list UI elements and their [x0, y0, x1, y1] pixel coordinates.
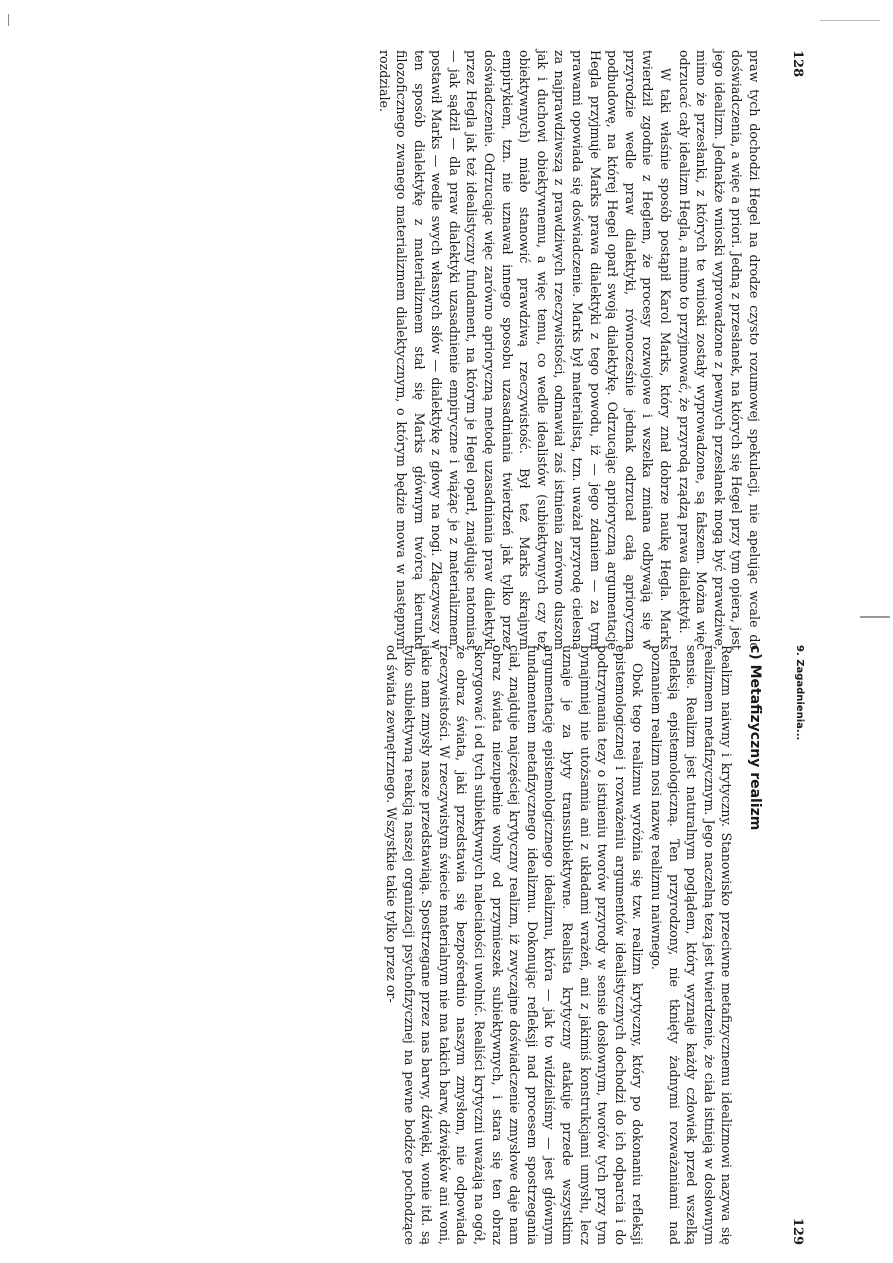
- scan-edge-mark: [8, 14, 9, 26]
- section-title: c) Metafizyczny realizm: [747, 645, 763, 831]
- paragraph: praw tych dochodzi Hegel na drodze czysto rozumowej spekulacji, nie apelując wcale do doświadczenia, a więc a priori. Jedną z przesłanek, na których się Hegel przy tym opiera, jest jego idealizm. Jednakże wnioski wyprowadzone z pewnych przesłanek mogą być prawdziwe, mimo że przesłanki, z których te wnioski zostały wyprowadzone, są fałszem. Można więc odrzucać cały idealizm Hegla, a mimo to przyjmować, że przyrodą rządzą prawa dialektyki.: [676, 50, 762, 650]
- page-number: 129: [790, 1217, 805, 1245]
- paragraph: W taki właśnie sposób postąpił Karol Marks, który znał dobrze naukę Hegla. Marks twierdził zgodnie z Heglem, że procesy rozwojowe i wszelka zmiana odbywają się w przyrodzie wedle praw dialektyki, równocześnie jednak odrzucał całą aprioryczną podbudowę, na której Hegel oparł swoją dialektykę. Odrzucając aprioryczną argumentację Hegla przyjmuje Marks prawa dialektyki z tego powodu, iż — jego zdaniem — za tymi prawami opowiada się doświadczenie. Marks był materialistą, tzn. uważał przyrodę cielesną za najprawdziwszą z prawdziwych rzeczywistości, odmawiał zaś istnienia zarówno duszom jak i duchowi obiektywnemu, a więc temu, co wedle idealistów (subiektywnych czy też obiektywnych) miało stanowić prawdziwą rzeczywistość. Był też Marks skrajnym empirykiem, tzn. nie uznawał innego sposobu uzasadniania twierdzeń jak tylko przez doświadczenie. Odrzucając więc zarówno aprioryczną metodę uzasadniania praw dialektyki przez Hegla jak też idealistyczny fundament, na którym je Hegel oparł, znajdując natomiast — jak sądził — dla praw dialektyki uzasadnienie empiryczne i wiążąc je z materializmem, postawił Marks — wedle swych własnych słów — dialektykę z głowy na nogi. Złączywszy w ten sposób dialektykę z materializmem stał się Marks głównym twórcą kierunku filozoficznego zwanego materializmem dialektycznym, o którym będzie mowa w następnym rozdziale.: [376, 50, 674, 650]
- signature-mark: 9. Zagadnienia...: [794, 645, 805, 741]
- book-page-129: [85, 645, 805, 1245]
- scan-edge-mark: [860, 616, 890, 618]
- book-page-128: [85, 50, 805, 650]
- page-body: [374, 50, 763, 650]
- page-number: 128: [790, 50, 805, 78]
- scan-edge-mark: [820, 20, 880, 21]
- paragraph: Obok tego realizmu wyróżnia się tzw. realizm krytyczny, który po dokonaniu refleksji epistemologicznej i rozważeniu argumentów idealistycznych dochodzi do ich odparcia i do podtrzymania tezy o istnieniu tworów przyrody w sensie dosłownym, tworów tych przy tym bynajmniej nie utożsamia ani z układami wrażeń, ani z jakimiś konstrukcjami umysłu, lecz uznaje je za byty transsubiektywne. Realista krytyczny atakuje przede wszystkim argumentację epistemologicznego idealizmu, która — jak to widzieliśmy — jest głównym fundamentem metafizycznego idealizmu. Dokonując refleksji nad procesem spostrzegania ciał, znajduje najczęściej krytyczny realizm, iż zwyczajne doświadczenie zmysłowe daje nam obraz świata niezupełnie wolny od przymieszek subiektywnych, i stara się ten obraz skorygować i od tych subiektywnych naleciałości uwolnić. Realiści krytyczni uważają na ogół, że obraz świata, jaki przedstawia się bezpośrednio naszym zmysłom, nie odpowiada rzeczywistości. W rzeczywistym świecie materialnym nie ma takich barw, dźwięków ani woni, jakie nam zmysły nasze przedstawiają. Spostrzegane przez nas barwy, dźwięki, wonie itd. są tylko subiektywną reakcją naszej organizacji psychofizycznej na pewne bodźce pochodzące od świata zewnętrznego. Wszystkie takie tylko przez or-: [384, 645, 646, 1245]
- paragraph: Realizm naiwny i krytyczny. Stanowisko przeciwne metafizycznemu idealizmowi nazywa się realizmem metafizycznym. Jego naczelną tezą jest twierdzenie, że ciała istnieją w dosłownym sensie. Realizm jest naturalnym poglądem, który wyznaje każdy człowiek przed wszelką refleksją epistemologiczną. Ten przyrodzony, nie tknięty żadnymi rozważaniami nad poznaniem realizm nosi nazwę realizmu naiwnego.: [649, 645, 735, 1245]
- page-body: [382, 645, 763, 1245]
